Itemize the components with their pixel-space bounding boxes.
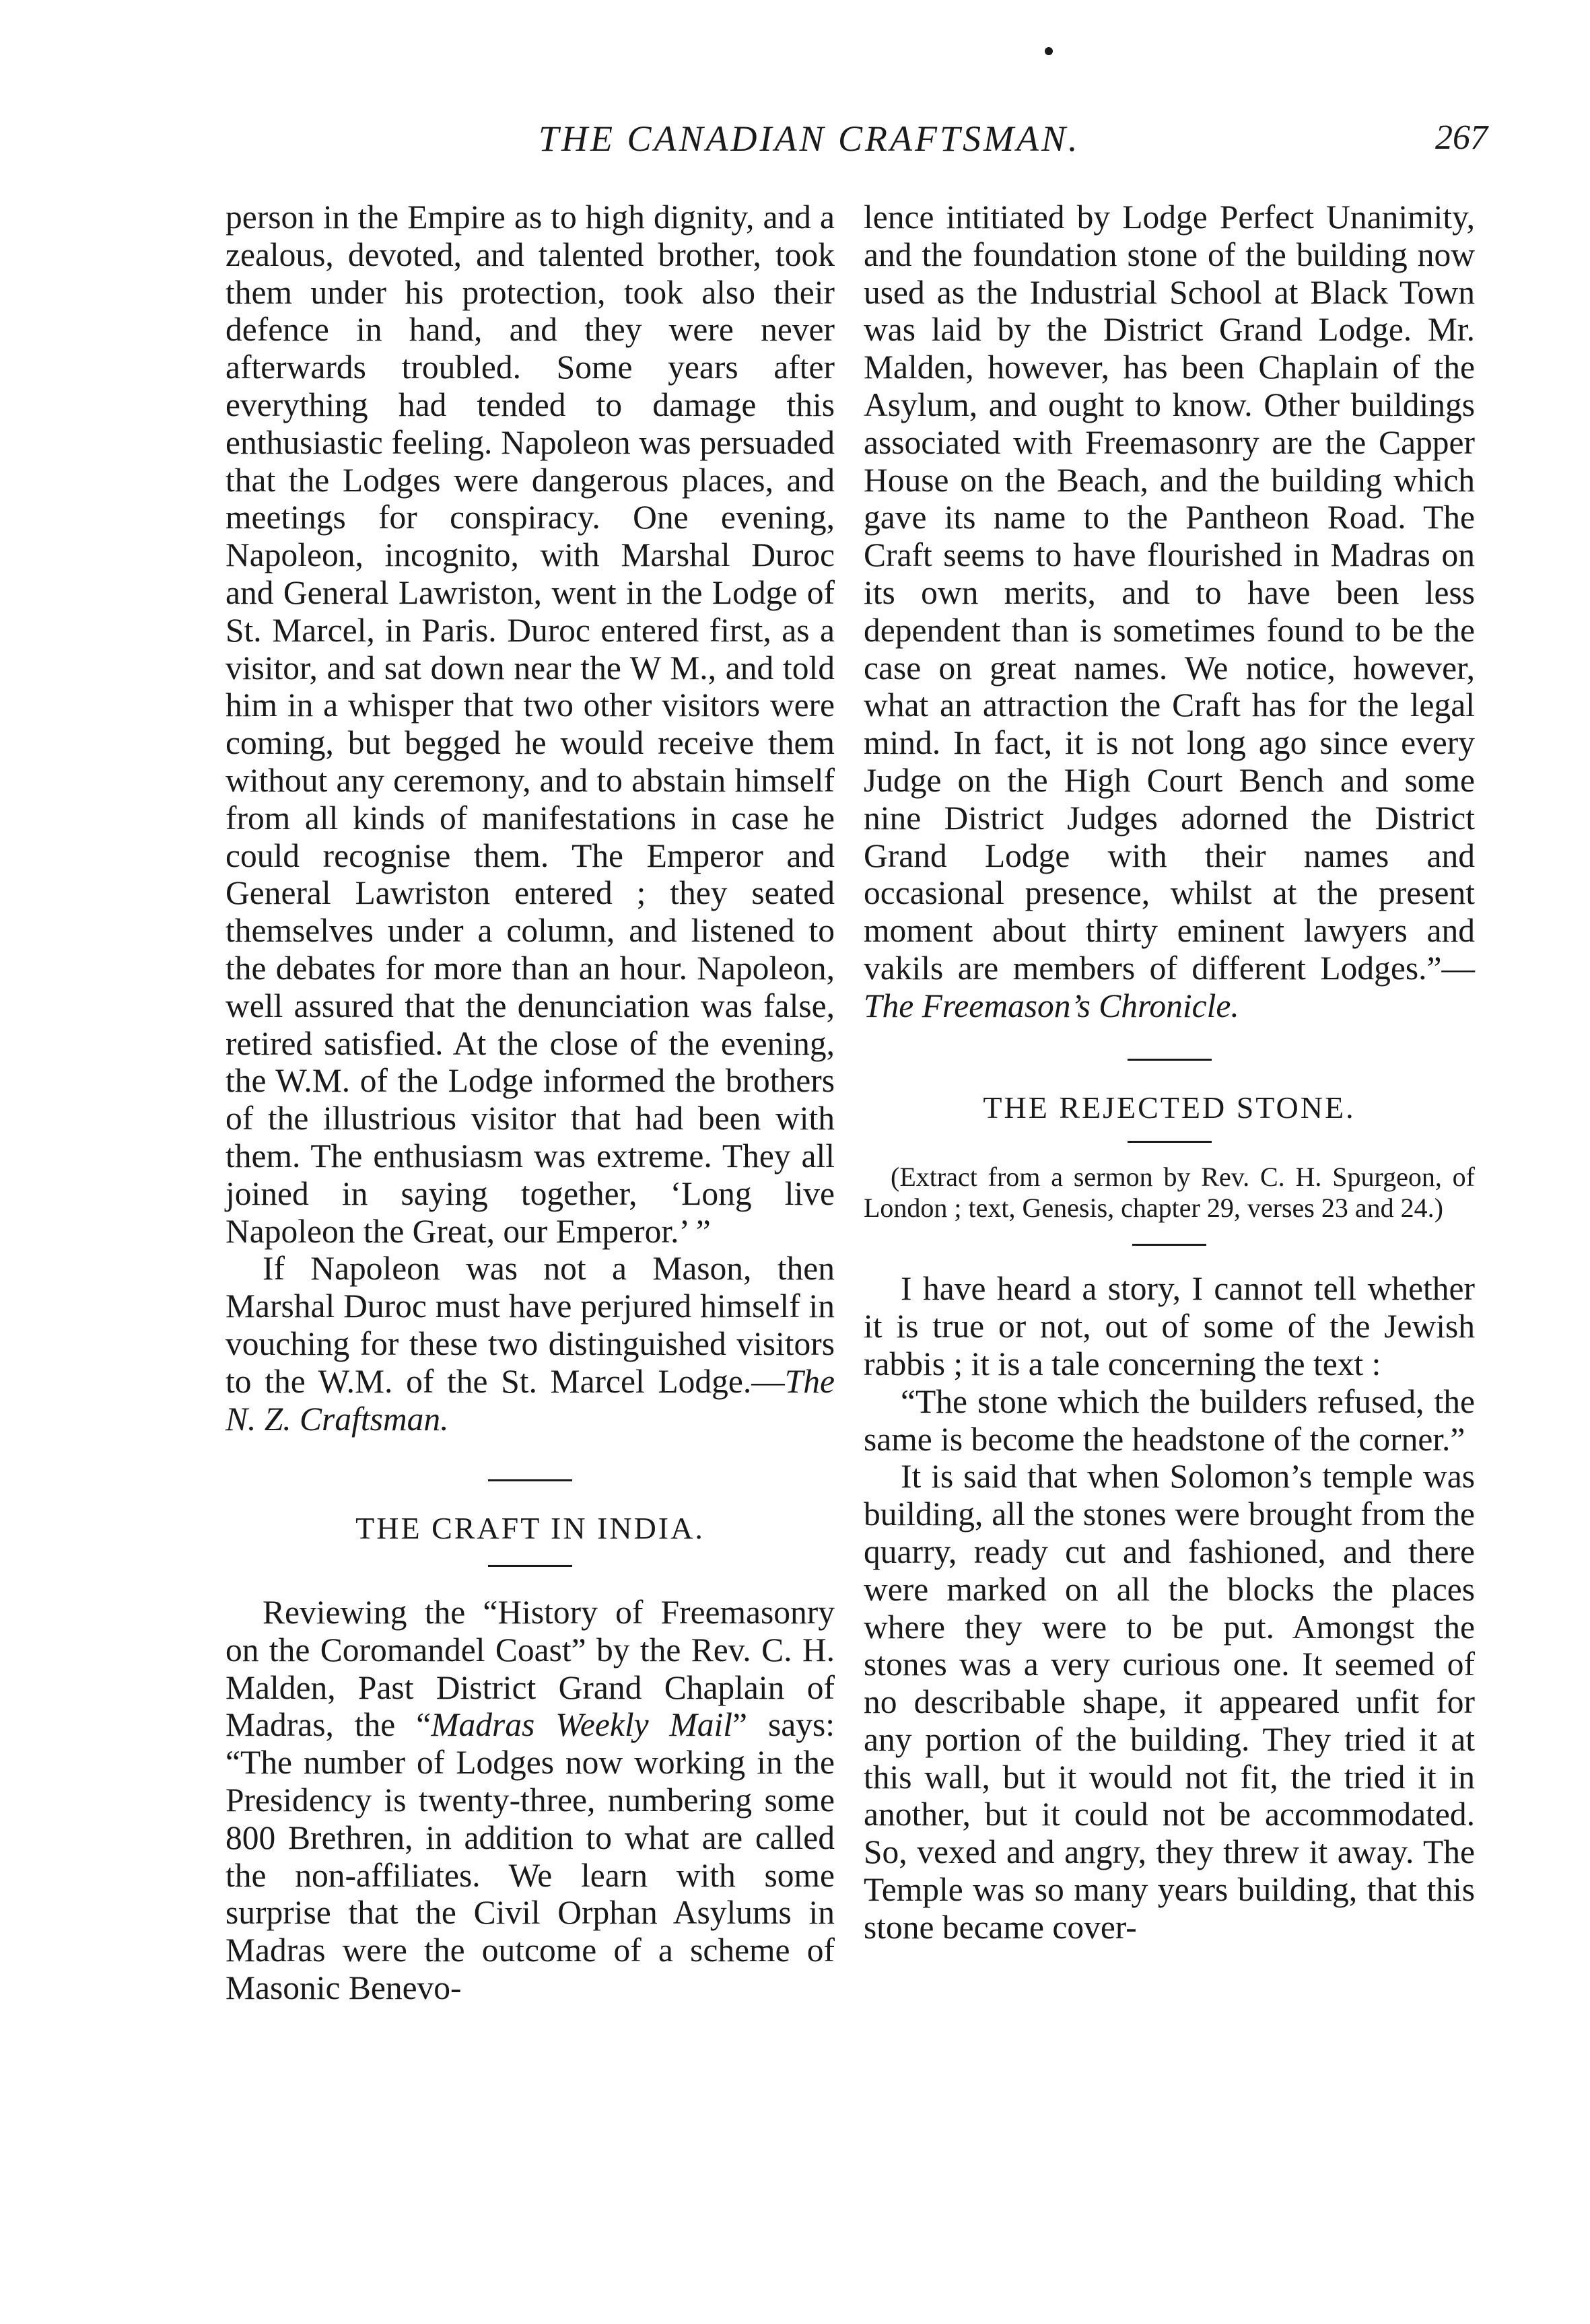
napoleon-paragraph: person in the Empire as to high dignity, and a zealous, devoted, and talented brother, took them under his protection, took also their defence in hand, and they were never afterwards troubled. Some years after everything had tended to damage this enthusiastic feeling. Napoleon was persuaded that the Lodges were dangerous places, and meetings for conspiracy. One evening, Napoleon, incognito, with Marshal Duroc and General Lawriston, went in the Lodge of St. Marcel, in Paris. Duroc entered first, as a visitor, and sat down near the W M., and told him in a whisper that two other visitors were coming, but begged he would receive them without any ceremony, and to abstain himself from all kinds of manifestations in case he could recognise them. The Emperor and General Lawriston entered ; they seated themselves under a column, and listened to the debates for more than an hour. Napoleon, well assured that the denunciation was false, retired satisfied. At the close of the evening, the W.M. of the Lodge informed the brothers of the illustrious visitor that had been with them. The enthusiasm was extreme. They all joined in saying together, ‘Long live Napoleon the Great, our Emperor.’ ” bbox=[226, 199, 835, 1250]
ink-speck bbox=[1045, 47, 1053, 55]
page-header bbox=[222, 118, 1488, 172]
temple-story-paragraph: It is said that when Solomon’s temple was building, all the stones were brought from the quarry, ready cut and fashioned, and there were marked on all the blocks the places where they were to be put. Amongst the stones was a very curious one. It seemed of no describable shape, it appeared unfit for any portion of the building. They tried it at this wall, but it would not fit, the tried it in another, but it could not be accommodated. So, vexed and angry, they threw it away. The Temple was so many years building, that this stone became cover- bbox=[864, 1458, 1475, 1946]
right-column bbox=[864, 199, 1475, 1946]
story-intro-paragraph: I have heard a story, I cannot tell whether it is true or not, out of some of the Jewish rabbis ; it is a tale concerning the text : bbox=[864, 1270, 1475, 1382]
source-citation: The N. Z. Craftsman. bbox=[226, 1362, 835, 1438]
scripture-quote: “The stone which the builders refused, the same is become the headstone of the corner.” bbox=[864, 1382, 1475, 1458]
india-paragraph-end: ” says: “The number of Lodges now working in the Presidency is twenty-three, numbering some 800 Brethren, in addition to what are called the non-affiliates. We learn with some surprise that the Civil Orphan Asylums in Madras were the outcome of a scheme of Masonic Benevo- bbox=[226, 1706, 835, 2007]
india-continuation-paragraph bbox=[864, 199, 1475, 1025]
india-continuation-text: lence intitiated by Lodge Perfect Unanimity, and the foundation stone of the building now used as the Industrial School at Black Town was laid by the District Grand Lodge. Mr. Malden, however, has been Chaplain of the Asylum, and ought to know. Other buildings associated with Freemasonry are the Capper House on the Beach, and the building which gave its name to the Pantheon Road. The Craft seems to have flourished in Madras on its own merits, and to have been less dependent than is sometimes found to be the case on great names. We notice, however, what an attraction the Craft has for the legal mind. In fact, it is not long ago since every Judge on the High Court Bench and some nine District Judges adorned the District Grand Lodge with their names and occasional presence, whilst at the present moment about thirty eminent lawyers and vakils are members of different Lodges.”— bbox=[864, 199, 1475, 987]
left-column bbox=[226, 199, 835, 2007]
napoleon-conclusion-text: If Napoleon was not a Mason, then Marshal Duroc must have perjured himself in vouching for these two distinguished visitors to the W.M. of the St. Marcel Lodge.— bbox=[226, 1250, 835, 1400]
page-number: 267 bbox=[1435, 118, 1488, 157]
section-heading-craft-in-india: THE CRAFT IN INDIA. bbox=[355, 1511, 705, 1546]
napoleon-conclusion-paragraph bbox=[226, 1250, 835, 1438]
section-heading-rejected-stone: THE REJECTED STONE. bbox=[983, 1090, 1356, 1125]
source-citation: The Freemason’s Chronicle. bbox=[864, 987, 1239, 1024]
sermon-source-note: (Extract from a sermon by Rev. C. H. Spurgeon, of London ; text, Genesis, chapter 29, verses 23 and 24.) bbox=[864, 1162, 1475, 1224]
india-paragraph-start: Reviewing the “History of Freemasonry on the Coromandel Coast” by the Rev. C. H. Malden, Past District Grand Chaplain of Madras, the “ bbox=[226, 1594, 835, 1744]
running-title: THE CANADIAN CRAFTSMAN. bbox=[539, 118, 1080, 159]
newspaper-title: Madras Weekly Mail bbox=[431, 1706, 733, 1744]
india-paragraph bbox=[226, 1594, 835, 2007]
